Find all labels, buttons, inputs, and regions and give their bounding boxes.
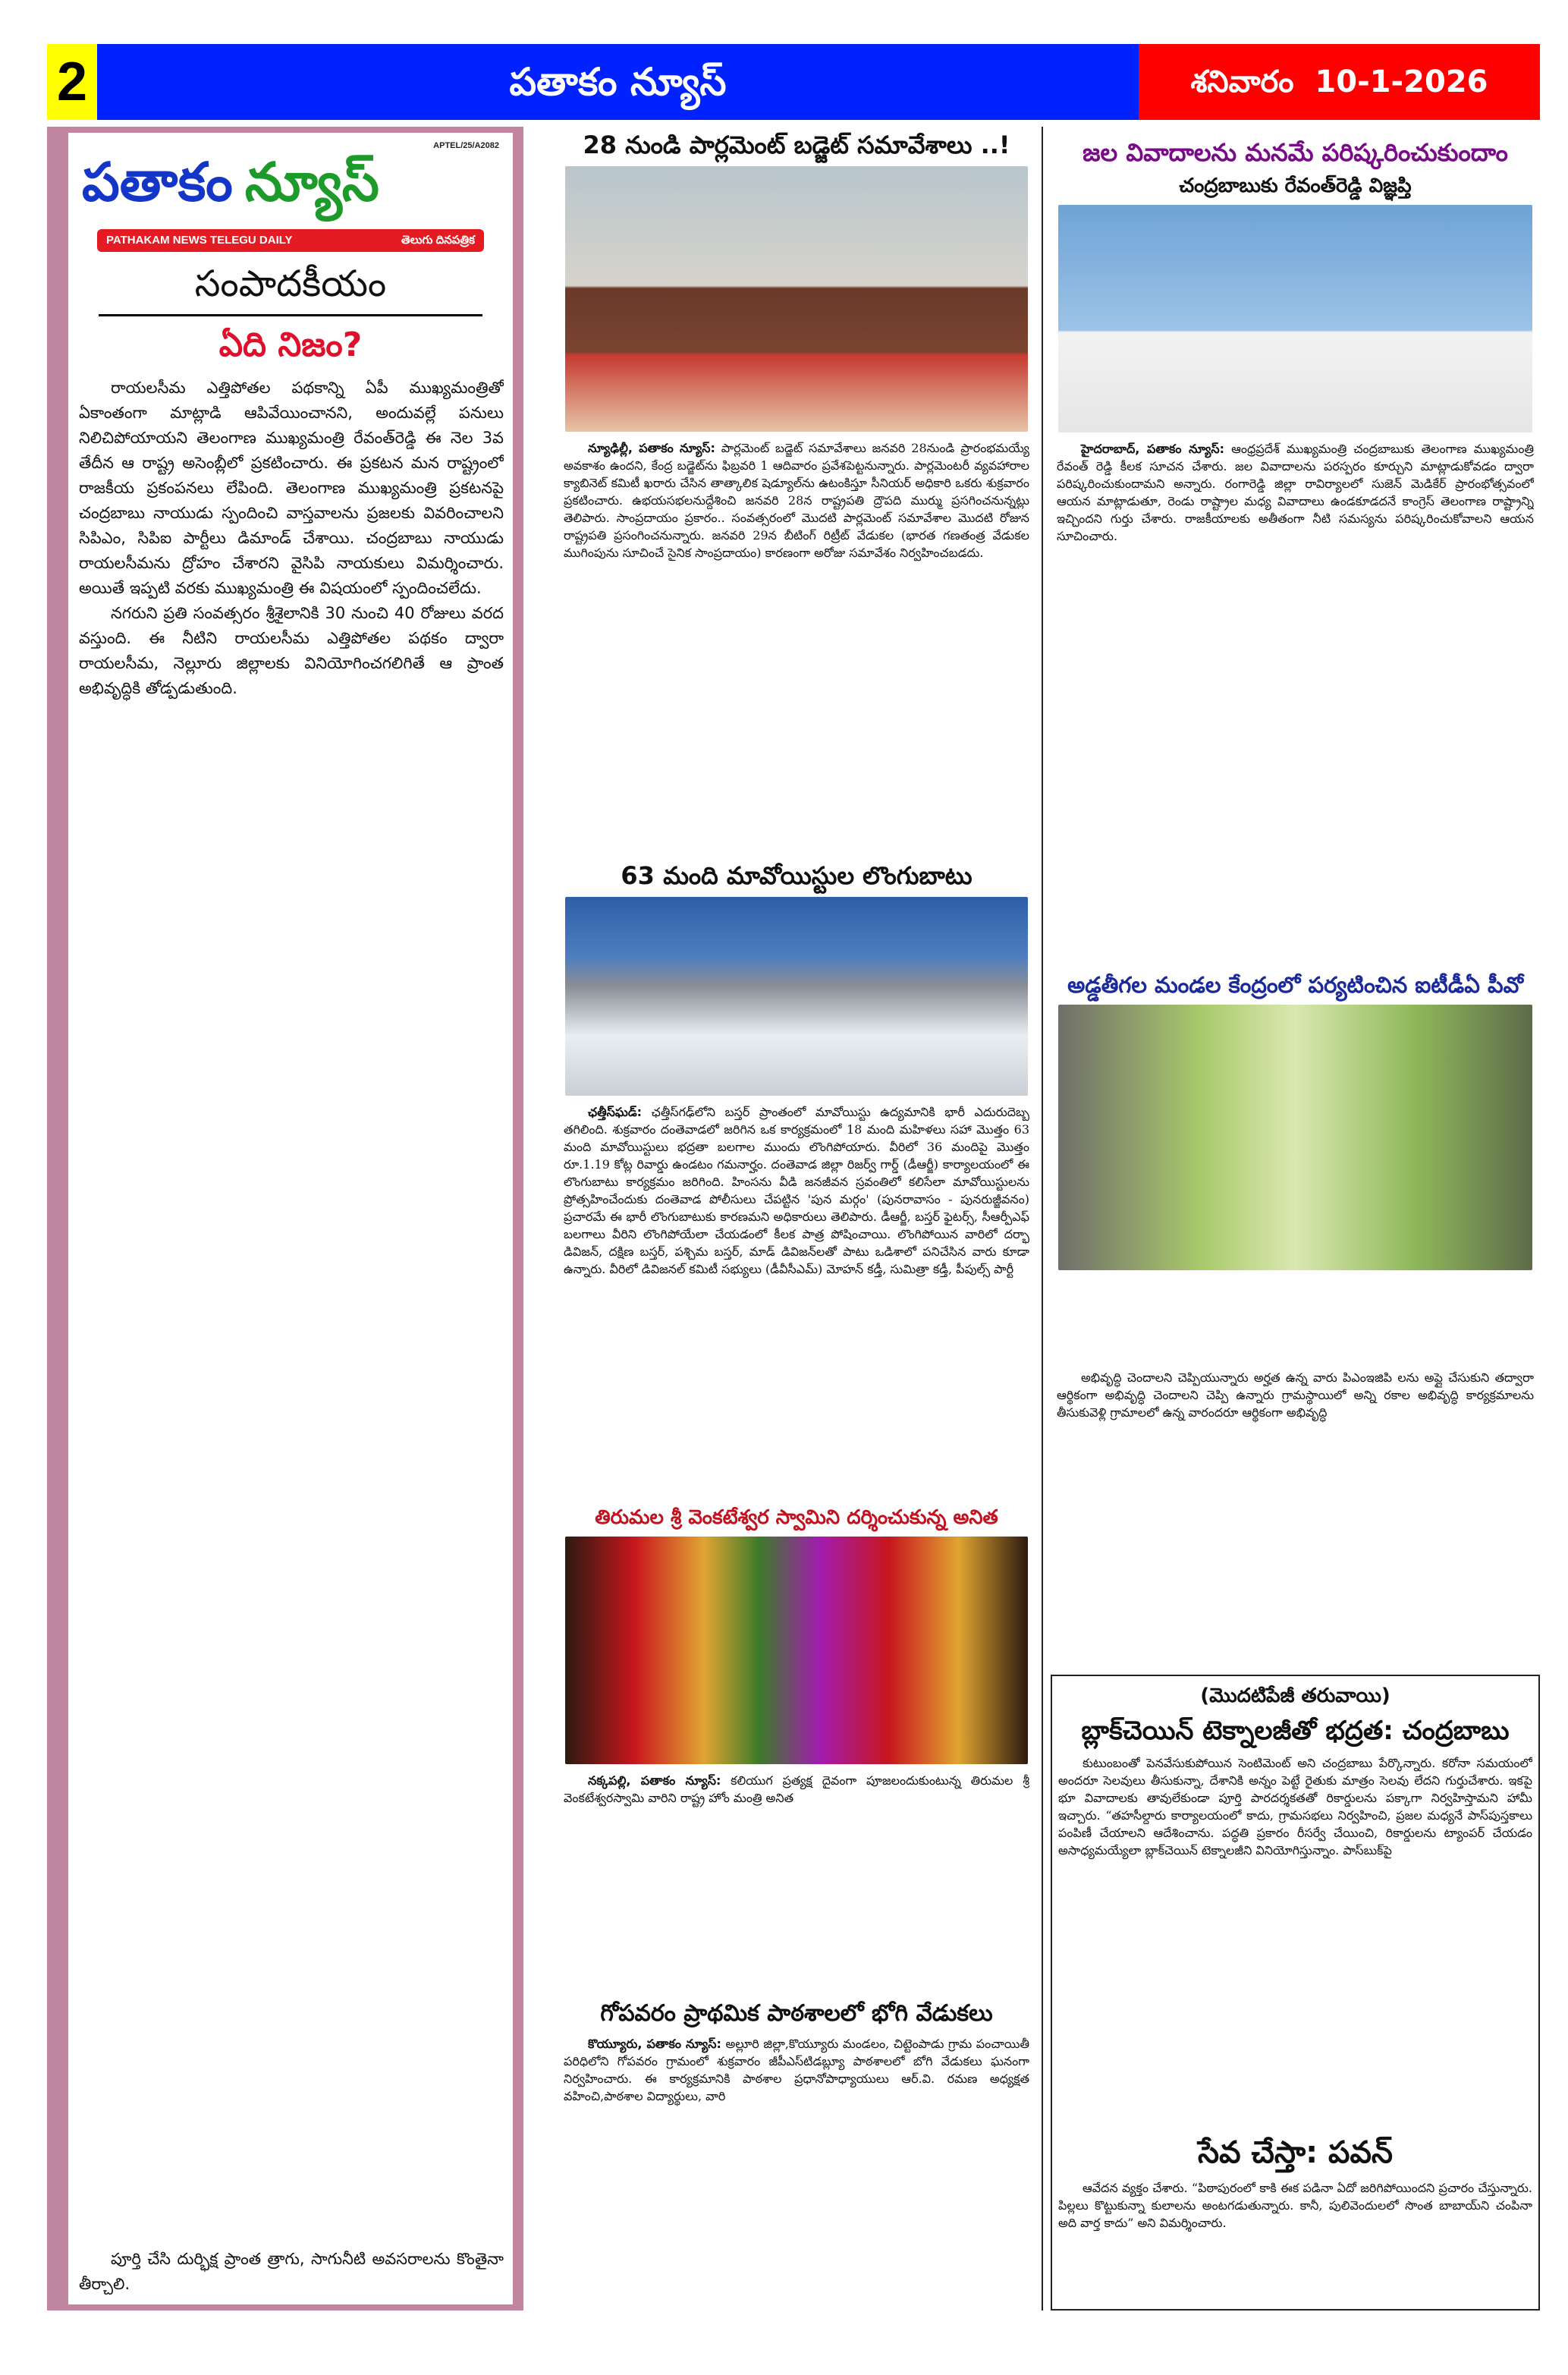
budget-photo (565, 166, 1028, 432)
tagline-english: PATHAKAM NEWS TELEGU DAILY (106, 234, 293, 247)
pawan-headline: సేవ చేస్తా: పవన్ (1198, 2135, 1393, 2170)
issue-date (1139, 44, 1540, 120)
dateline: న్యూఢిల్లీ, పతాకం న్యూస్: (588, 441, 715, 455)
editorial-paragraph: పూర్తి చేసి దుర్భిక్ష ప్రాంత త్రాగు, సాగునీటి అవసరాలను కొంతైనా తీర్చాలి. (79, 2250, 504, 2293)
maoists-headline: 63 మంది మావోయిస్టుల లొంగుబాటు (621, 861, 973, 890)
article-text: కుటుంబంతో పెనవేసుకుపోయిన సెంటిమెంట్ అని చంద్రబాబు పేర్కొన్నారు. కరోనా సమయంలో అందరూ సెలవులు తీసుకున్నా, దేశానికి అన్నం పెట్టే రైతుకు మాత్రం సెలవు లేదని గుర్తుచేశారు. ఇకపై భూ వివాదాలకు తావులేకుండా పూర్తి పారదర్శకతతో రికార్డులను పక్కాగా నిర్వహిస్తామని హామీ ఇచ్చారు. “తహసీల్దారు కార్యాలయంలో కాదు, గ్రామసభలు నిర్వహించి, ప్రజల మధ్యనే పాస్‌పుస్తకాలు పంపిణీ చేయాలని ఆదేశించాను. పద్ధతి ప్రకారం రీసర్వే చేయించి, రికార్డులను ట్యాంపర్ చేయడం అసాధ్యమయ్యేలా బ్లాక్‌చెయిన్ టెక్నాలజీని వినియోగిస్తున్నాం. పాస్‌బుక్‌పై (1058, 1756, 1532, 1858)
water-dispute-subheadline: చంద్రబాబుకు రేవంత్‌రెడ్డి విజ్ఞప్తి (1179, 175, 1412, 197)
newspaper-logo (82, 140, 499, 252)
blockchain-headline: బ్లాక్‌చెయిన్ టెక్నాలజీతో భద్రత: చంద్రబాబు (1081, 1715, 1510, 1746)
divider (99, 314, 482, 316)
editorial-paragraph: నగరుని ప్రతి సంవత్సరం శ్రీశైలానికి 30 నుంచి 40 రోజులు వరద వస్తుంది. ఈ నీటిని రాయలసీమ ఎత్తిపోతల పథకం ద్వారా రాయలసీమ, నెల్లూరు జిల్లాలకు వినియోగించగలిగితే ఆ ప్రాంత అభివృద్ధికి తోడ్పడుతుంది. (79, 604, 504, 698)
article-text: ఆంధ్రప్రదేశ్ ముఖ్యమంత్రి చంద్రబాబుకు తెలంగాణ ముఖ్యమంత్రి రేవంత్ రెడ్డి కీలక సూచన చేశారు. జల వివాదాలను పరస్పరం కూర్చుని మాట్లాడుకోవడం ద్వారా పరిష్కరించుకుందామని అన్నారు. రంగారెడ్డి జిల్లా రావిర్యాలలో సుజెన్ మెడికేర్ ప్రారంభోత్సవంలో ఆయన మాట్లాడుతూ, రెండు రాష్ట్రాల మధ్య వివాదాలు ఉండకూడదనే కాంగ్రెస్ తెలంగాణ రాష్ట్రాన్ని ఇచ్చిందని గుర్తు చేశారు. రాజకీయాలకు అతీతంగా నీటి సమస్యను పరిష్కరించుకోవాలని ఆయన సూచించారు. (1057, 441, 1534, 543)
middle-column (558, 127, 1035, 2311)
page-header-band (47, 44, 1540, 120)
dateline: నక్కపల్లి, పతాకం న్యూస్: (588, 1773, 721, 1788)
logo-tagline-strip (97, 229, 484, 252)
itda-headline: అడ్డతీగల మండల కేంద్రంలో పర్యటించిన ఐటీడీఏ పీవో (1067, 971, 1523, 998)
maoists-article-body (564, 1103, 1029, 1498)
editorial-section-title: సంపాదకీయం (194, 263, 387, 305)
gopavaram-headline: గోపవరం ప్రాథమిక పాఠశాలలో భోగి వేడుకలు (600, 1999, 993, 2027)
masthead-title: పతాకం న్యూస్ (97, 44, 1139, 120)
editorial-box (47, 127, 523, 2311)
column-divider (1042, 127, 1043, 2311)
pawan-article-body (1058, 2179, 1532, 2304)
article-text: అభివృద్ధి చెందాలని చెప్పియున్నారు అర్హత ఉన్న వారు పిఎంఇజిపి లను అప్లై చేసుకుని తద్వారా ఆర్థికంగా అభివృద్ధి చెందాలని చెప్పి ఉన్నారు గ్రామస్థాయిలో అన్ని రకాల అభివృద్ధి కార్యక్రమాలను తీసుకువెళ్లి గ్రామాలలో ఉన్న వారందరూ ఆర్థికంగా అభివృద్ధి (1057, 1370, 1534, 1420)
continued-label: (మొదటిపేజీ తరువాయి) (1200, 1685, 1390, 1707)
article-text: అల్లూరి జిల్లా,కొయ్యూరు మండలం, చిట్టెంపాడు గ్రామ పంచాయితీ పరిధిలోని గోపవరం గ్రామంలో శుక్రవారం జీపీఎస్‌టిడబ్ల్యూ పాఠశాలలో బోగి వేడుకలు ఘనంగా నిర్వహించారు. ఈ కార్యక్రమానికి పాఠశాల ప్రధానోపాధ్యాయులు ఆర్.వి. రమణ అధ్యక్షత వహించి,పాఠశాల విద్యార్థులు, వారి (564, 2037, 1029, 2103)
blockchain-article-body (1058, 1754, 1532, 2126)
budget-headline: 28 నుండి పార్లమెంట్ బడ్జెట్ సమావేశాలు ..! (583, 131, 1010, 159)
budget-article-body (564, 439, 1029, 853)
tagline-telugu: తెలుగు దినపత్రిక (401, 234, 475, 247)
issue-date-value: 10-1-2026 (1315, 64, 1488, 99)
itda-article-body (1057, 1278, 1534, 1670)
article-text: పార్లమెంట్ బడ్జెట్ సమావేశాలు జనవరి 28నుండి ప్రారంభమయ్యే అవకాశం ఉందని, కేంద్ర బడ్జెట్‌ను ఫిబ్రవరి 1 ఆదివారం ప్రవేశపెట్టనున్నారు. పార్లమెంటరీ వ్యవహారాల క్యాబినెట్ కమిటీ ఖరారు చేసిన తాత్కాలిక షెడ్యూల్‌ను ఉటంకిస్తూ సీనియర్ అధికారి ఒకరు శుక్రవారం ప్రకటించారు. ఉభయసభలనుద్దేశించి జనవరి 28న రాష్ట్రపతి ద్రౌపది ముర్ము ప్రసగించనున్నట్లు తెలిపారు. సాంప్రదాయం ప్రకారం.. సంవత్సరంలో మొదటి పార్లమెంట్ సమావేశాల మొదటి రోజున రాష్ట్రపతి ప్రసంగించనున్నారు. జనవరి 29న బీటింగ్ రిట్రీట్ వేడుకల (భారత గణతంత్ర వేడుకల ముగింపును సూచించే సైనిక సాంప్రదాయం) కారణంగా అరోజు సమావేశం నిర్వహించబడదు. (564, 441, 1029, 560)
tirumala-article-body (564, 1772, 1029, 1992)
dateline: కొయ్యూరు, పతాకం న్యూస్: (588, 2037, 721, 2051)
tirumala-photo (565, 1537, 1028, 1764)
right-column (1051, 127, 1540, 2311)
gopavaram-article-body (564, 2035, 1029, 2306)
continued-article-box (1051, 1675, 1540, 2311)
dateline: హైదరాబాద్, పతాకం న్యూస్: (1081, 441, 1224, 456)
article-text: ఛత్తీస్‌గఢ్‌లోని బస్తర్ ప్రాంతంలో మావోయిస్టు ఉద్యమానికి భారీ ఎదురుదెబ్బ తగిలింది. శుక్రవారం దంతెవాడలో జరిగిన ఒక కార్యక్రమంలో 18 మంది మహిళలు సహా మొత్తం 63 మంది మావోయిస్టులు భద్రతా బలగాల ముందు లొంగిపోయారు. వీరిలో 36 మందిపై మొత్తం రూ.1.19 కోట్ల రివార్డు ఉండటం గమనార్హం. దంతెవాడ జిల్లా రిజర్వ్ గార్డ్ (డీఆర్జీ) కార్యాలయంలో ఈ లొంగుబాటు కార్యక్రమం జరిగింది. హింసను వీడి జనజీవన స్రవంతిలో కలిసేలా మావోయిస్టులను ప్రోత్సహించేందుకు దంతెవాడ పోలీసులు చేపట్టిన 'పున మర్గం' (పునరావాసం - పునరుజ్జీవనం) ప్రచారమే ఈ భారీ లొంగుబాటుకు కారణమని అధికారులు తెలిపారు. డీఆర్జీ, బస్తర్ ఫైటర్స్, సీఆర్పీఎఫ్ బలగాలు వీరిని లొంగిపోయేలా చేయడంలో కీలక పాత్ర పోషించాయి. లొంగిపోయిన వారిలో దర్భా డివిజన్, దక్షిణ బస్తర్, పశ్చిమ బస్తర్, మాడ్ డివిజన్‌లతో పాటు ఒడిశాలో పనిచేసిన వారు కూడా ఉన్నారు. వీరిలో డివిజనల్ కమిటీ సభ్యులు (డీవీసీఎమ్) మోహన్ కడ్తీ, సుమిత్రా కడ్తీ, పీపుల్స్ పార్టీ (564, 1105, 1029, 1276)
dateline: ఛత్తీస్‌ఘడ్: (588, 1105, 643, 1119)
registration-number: APTEL/25/A2082 (433, 141, 499, 150)
logo-text-part1: పతాకం (82, 151, 233, 213)
tirumala-headline: తిరుమల శ్రీ వెంకటేశ్వర స్వామిని దర్శించుకున్న అనిత (595, 1506, 998, 1529)
logo-text-part2: న్యూస్ (244, 151, 379, 213)
editorial-paragraph: రాయలసీమ ఎత్తిపోతల పథకాన్ని ఏపీ ముఖ్యమంత్రితో ఏకాంతంగా మాట్లాడి ఆపివేయించానని, అందువల్లే పనులు నిలిచిపోయాయని తెలంగాణ ముఖ్యమంత్రి రేవంత్‌రెడ్డి ఈ నెల 3వ తేదీన ఆ రాష్ట్ర అసెంబ్లీలో ప్రకటించారు. ఈ ప్రకటన మన రాష్ట్రంలో రాజకీయ ప్రకంపనలు లేపింది. తెలంగాణ ముఖ్యమంత్రి ప్రకటనపై చంద్రబాబు నాయుడు స్పందించి వాస్తవాలను ప్రజలకు వివరించాలని సిపిఎం, సిపిఐ పార్టీలు డిమాండ్ చేశాయి. చంద్రబాబు నాయుడు రాయలసీమను ద్రోహం చేశారని వైసిపి నాయకులు విమర్శించారు. అయితే ఇప్పటి వరకు ముఖ్యమంత్రి ఈ విషయంలో స్పందించలేదు. (79, 379, 504, 598)
revanth-reddy-photo (1058, 205, 1532, 433)
article-text: ఆవేదన వ్యక్తం చేశారు. “పిఠాపురంలో కాకి ఈక పడినా ఏదో జరిగిపోయిందని ప్రచారం చేస్తున్నారు. పిల్లలు కొట్టుకున్నా కులాలను అంటగడుతున్నారు. కానీ, పులివెందులలో సొంత బాబాయ్‌ని చంపినా అది వార్త కాదు” అని విమర్శించారు. (1058, 2181, 1532, 2230)
page-number: 2 (47, 44, 97, 120)
itda-visit-photo (1058, 1005, 1532, 1270)
editorial-headline: ఏది నిజం? (218, 325, 363, 364)
editorial-body (79, 376, 504, 2297)
maoists-photo (565, 897, 1028, 1096)
article-text: కలియుగ ప్రత్యక్ష దైవంగా పూజలందుకుంటున్న తిరుమల శ్రీ వెంకటేశ్వరస్వామి వారిని రాష్ట్ర హోం మంత్రి అనిత (564, 1773, 1029, 1805)
water-dispute-article-body (1057, 440, 1534, 964)
issue-day: శనివారం (1190, 64, 1294, 99)
water-dispute-headline: జల వివాదాలను మనమే పరిష్కరించుకుందాం (1083, 138, 1508, 167)
